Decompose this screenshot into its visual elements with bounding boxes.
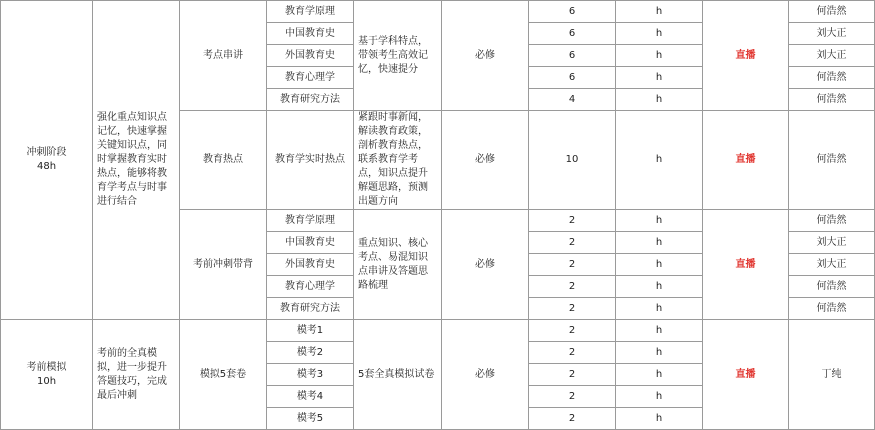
module-description: 紧跟时事新闻，解读教育政策，剖析教育热点，联系教育学考点，知识点提升解题思路，预测出题方向 [354, 111, 442, 210]
module-type: 必修 [442, 210, 529, 320]
course-hours: 2 [529, 254, 616, 276]
course-teacher: 何浩然 [789, 298, 875, 320]
course-name: 教育研究方法 [267, 298, 354, 320]
module-type: 必修 [442, 320, 529, 430]
stage-hours: 10h [36, 375, 57, 387]
course-name: 模考4 [267, 386, 354, 408]
module-name: 教育热点 [180, 111, 267, 210]
course-unit: h [616, 89, 703, 111]
course-hours: 4 [529, 89, 616, 111]
course-unit: h [616, 408, 703, 430]
table-row [1, 1, 875, 23]
course-unit: h [616, 320, 703, 342]
course-name: 中国教育史 [267, 23, 354, 45]
stage-cell [1, 320, 93, 430]
course-unit: h [616, 342, 703, 364]
teaching-mode: 直播 [703, 210, 789, 320]
course-teacher: 何浩然 [789, 1, 875, 23]
course-name: 模考2 [267, 342, 354, 364]
course-name: 模考3 [267, 364, 354, 386]
stage-cell [1, 1, 93, 320]
teaching-mode: 直播 [703, 111, 789, 210]
course-unit: h [616, 23, 703, 45]
course-unit: h [616, 276, 703, 298]
stage-goal: 考前的全真模拟，进一步提升答题技巧，完成最后冲刺 [93, 320, 180, 430]
course-name: 教育研究方法 [267, 89, 354, 111]
course-unit: h [616, 1, 703, 23]
module-name: 模拟5套卷 [180, 320, 267, 430]
course-name: 教育心理学 [267, 67, 354, 89]
course-hours: 6 [529, 67, 616, 89]
course-unit: h [616, 232, 703, 254]
course-unit: h [616, 364, 703, 386]
course-hours: 2 [529, 408, 616, 430]
course-hours: 2 [529, 210, 616, 232]
course-name: 教育心理学 [267, 276, 354, 298]
course-unit: h [616, 45, 703, 67]
teaching-mode: 直播 [703, 320, 789, 430]
course-teacher: 何浩然 [789, 89, 875, 111]
course-teacher: 何浩然 [789, 67, 875, 89]
course-unit: h [616, 111, 703, 210]
course-name: 教育学原理 [267, 210, 354, 232]
course-hours: 10 [529, 111, 616, 210]
course-teacher: 刘大正 [789, 23, 875, 45]
course-name: 教育学实时热点 [267, 111, 354, 210]
course-hours: 2 [529, 298, 616, 320]
course-name: 模考1 [267, 320, 354, 342]
course-teacher: 刘大正 [789, 45, 875, 67]
course-unit: h [616, 254, 703, 276]
module-name: 考点串讲 [180, 1, 267, 111]
course-unit: h [616, 386, 703, 408]
module-type: 必修 [442, 1, 529, 111]
module-description: 重点知识、核心考点、易混知识点串讲及答题思路梳理 [354, 210, 442, 320]
course-teacher: 刘大正 [789, 254, 875, 276]
module-type: 必修 [442, 111, 529, 210]
course-hours: 2 [529, 364, 616, 386]
course-teacher: 刘大正 [789, 232, 875, 254]
course-hours: 2 [529, 342, 616, 364]
stage-name: 考前模拟 [26, 361, 67, 373]
course-name: 外国教育史 [267, 45, 354, 67]
course-hours: 2 [529, 320, 616, 342]
course-teacher: 何浩然 [789, 111, 875, 210]
course-teacher: 何浩然 [789, 276, 875, 298]
course-unit: h [616, 210, 703, 232]
module-description: 5套全真模拟试卷 [354, 320, 442, 430]
course-hours: 2 [529, 276, 616, 298]
teaching-mode: 直播 [703, 1, 789, 111]
course-hours: 2 [529, 386, 616, 408]
course-name: 中国教育史 [267, 232, 354, 254]
stage-goal: 强化重点知识点记忆，快速掌握关键知识点，同时掌握教育实时热点，能够将教育学考点与时事进行结合 [93, 1, 180, 320]
course-name: 外国教育史 [267, 254, 354, 276]
course-hours: 6 [529, 45, 616, 67]
stage-name: 冲刺阶段 [26, 147, 67, 158]
course-unit: h [616, 298, 703, 320]
module-description: 基于学科特点，带领考生高效记忆，快速提分 [354, 1, 442, 111]
course-hours: 6 [529, 1, 616, 23]
course-hours: 6 [529, 23, 616, 45]
course-name: 教育学原理 [267, 1, 354, 23]
course-name: 模考5 [267, 408, 354, 430]
table-row [1, 320, 875, 342]
course-unit: h [616, 67, 703, 89]
course-hours: 2 [529, 232, 616, 254]
course-teacher: 何浩然 [789, 210, 875, 232]
module-name: 考前冲刺带背 [180, 210, 267, 320]
stage-hours: 48h [36, 161, 57, 172]
module-teacher: 丁纯 [789, 320, 875, 430]
